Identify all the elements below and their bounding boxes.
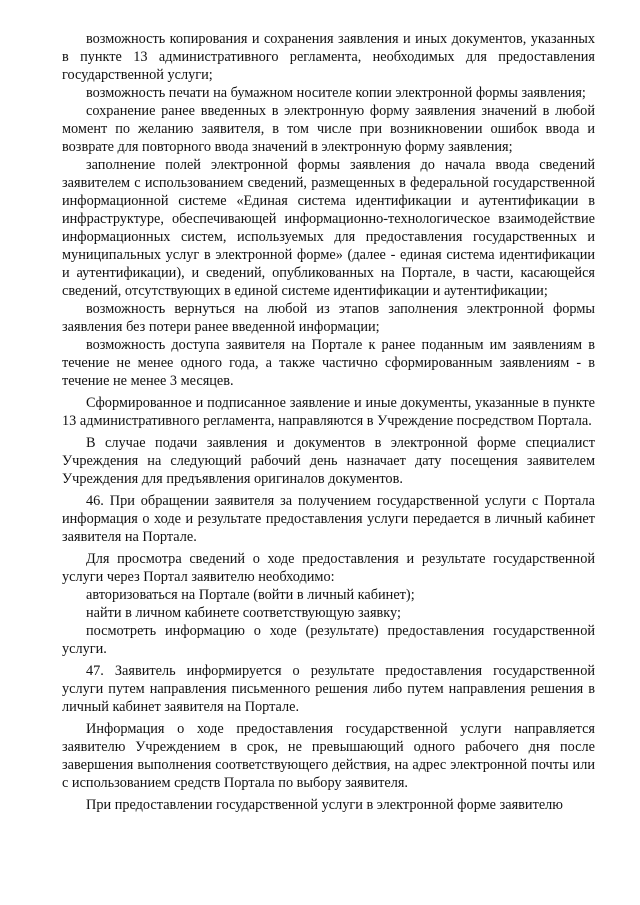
paragraph: Сформированное и подписанное заявление и иные документы, указанные в пункте 13 административного регламента, направляются в Учреждение посредством Портала.	[62, 395, 595, 429]
paragraph: возможность вернуться на любой из этапов заполнения электронной формы заявления без потери ранее введенной информации;	[62, 301, 595, 335]
paragraph: Информация о ходе предоставления государственной услуги направляется заявителю Учреждением в срок, не превышающий одного рабочего дня после завершения выполнения соответствующего действия, на адрес электронной почты или с использованием средств Портала по выбору заявителя.	[62, 721, 595, 791]
document-body	[62, 30, 595, 814]
paragraph: возможность печати на бумажном носителе копии электронной формы заявления;	[86, 85, 586, 101]
paragraph: заполнение полей электронной формы заявления до начала ввода сведений заявителем с использованием сведений, размещенных в федеральной государственной информационной системе «Единая система идентификации и аутентификации в инфраструктуре, обеспечивающей информационно-технологическое взаимодействие информационных систем, используемых для предоставления государственных и муниципальных услуг в электронной форме» (далее - единая система идентификации и аутентификации), и сведений, опубликованных на Портале, в части, касающейся сведений, отсутствующих в единой системе идентификации и аутентификации;	[62, 157, 595, 299]
paragraph: авторизоваться на Портале (войти в личный кабинет);	[86, 587, 415, 603]
paragraph: посмотреть информацию о ходе (результате) предоставления государственной услуги.	[62, 623, 595, 657]
paragraph: 47. Заявитель информируется о результате предоставления государственной услуги путем направления письменного решения либо путем направления решения в личный кабинет заявителя на Портале.	[62, 663, 595, 715]
paragraph: В случае подачи заявления и документов в электронной форме специалист Учреждения на следующий рабочий день назначает дату посещения заявителем Учреждения для предъявления оригиналов документов.	[62, 435, 595, 487]
paragraph: сохранение ранее введенных в электронную форму заявления значений в любой момент по желанию заявителя, в том числе при возникновении ошибок ввода и возврате для повторного ввода значений в электронную форму заявления;	[62, 103, 595, 155]
paragraph: возможность доступа заявителя на Портале к ранее поданным им заявлениям в течение не менее одного года, а также частично сформированным заявлениям - в течение не менее 3 месяцев.	[62, 337, 595, 389]
paragraph: найти в личном кабинете соответствующую заявку;	[86, 605, 401, 621]
paragraph: Для просмотра сведений о ходе предоставления и результате государственной услуги через Портал заявителю необходимо:	[62, 551, 595, 585]
paragraph: При предоставлении государственной услуги в электронной форме заявителю	[86, 797, 563, 813]
paragraph: возможность копирования и сохранения заявления и иных документов, указанных в пункте 13 административного регламента, необходимых для предоставления государственной услуги;	[62, 31, 595, 83]
paragraph: 46. При обращении заявителя за получением государственной услуги с Портала информация о ходе и результате предоставления услуги передается в личный кабинет заявителя на Портале.	[62, 493, 595, 545]
